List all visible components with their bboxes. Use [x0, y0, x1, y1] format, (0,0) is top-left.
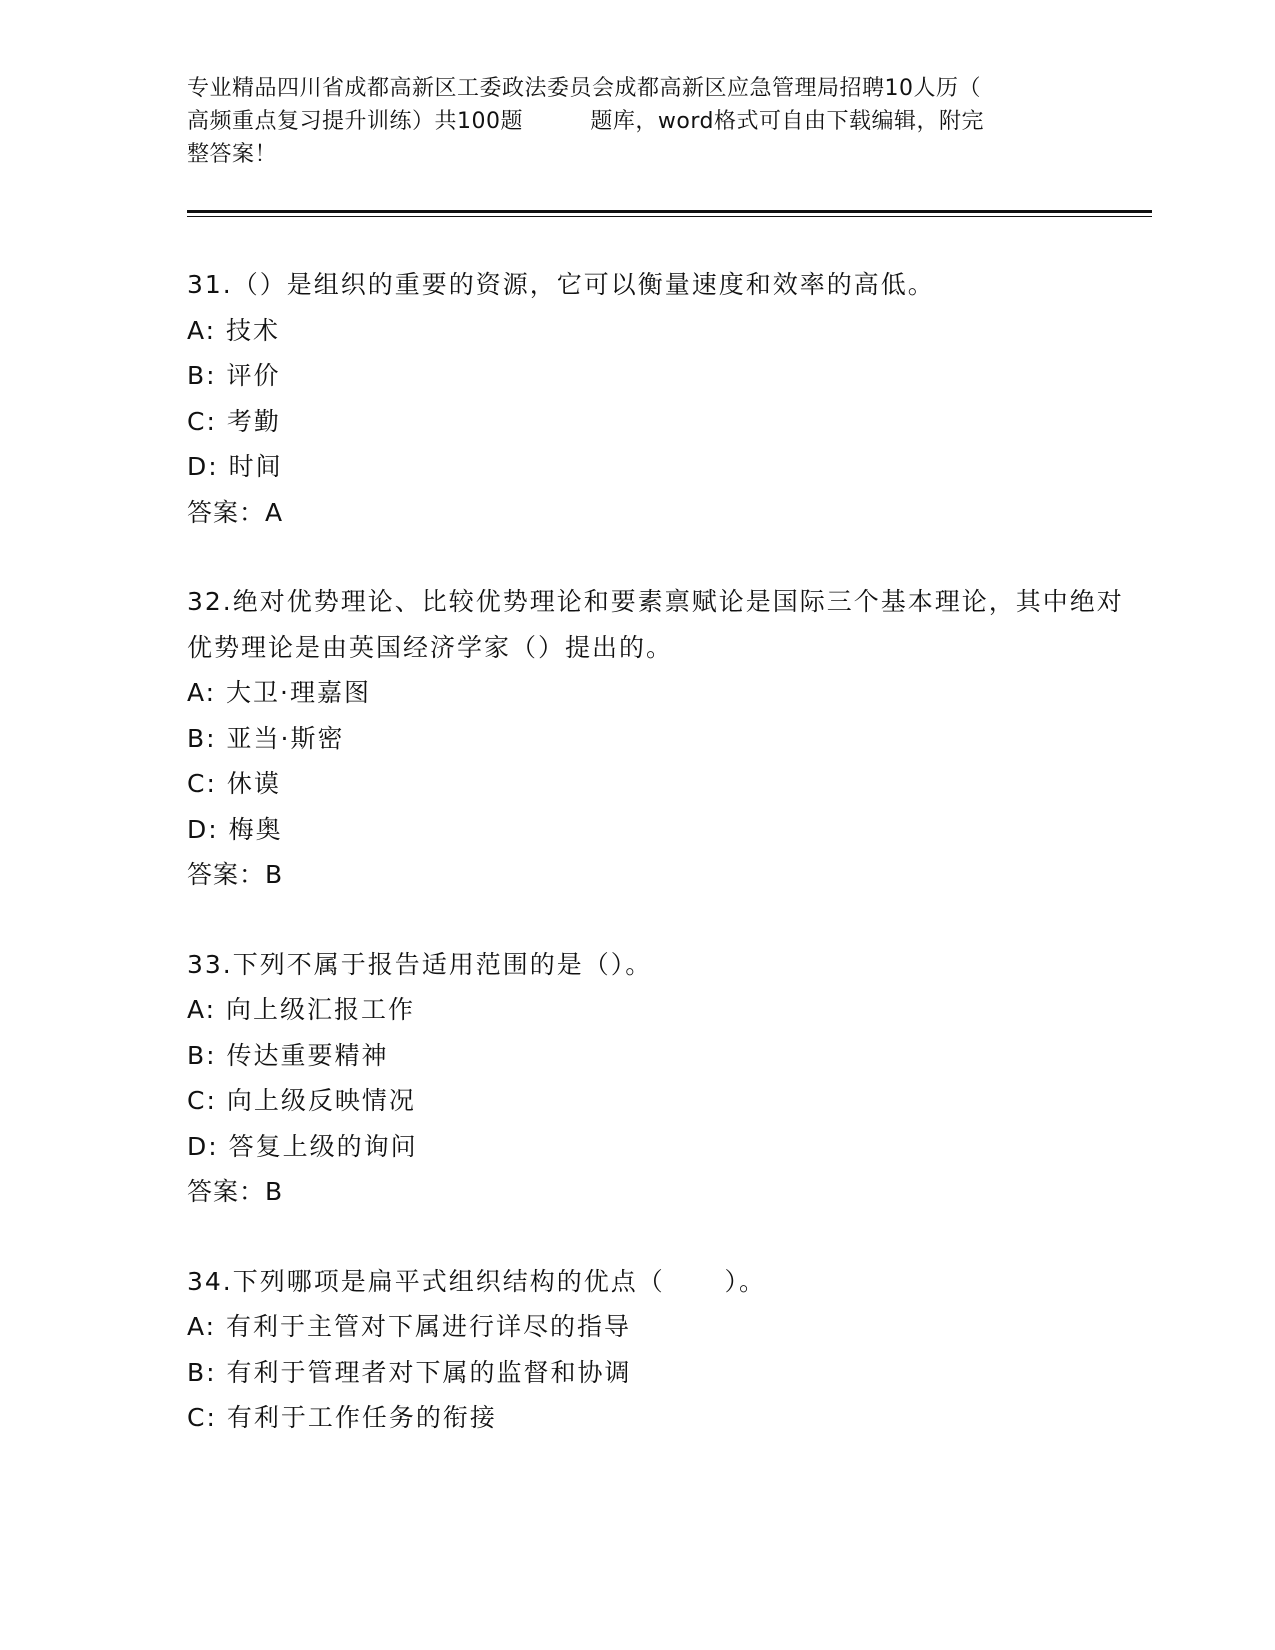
- question-item: [187, 1259, 1127, 1441]
- question-option: A: 向上级汇报工作: [187, 995, 416, 1024]
- question-item: [187, 262, 1127, 535]
- question-option: A: 有利于主管对下属进行详尽的指导: [187, 1312, 632, 1341]
- question-option: C: 向上级反映情况: [187, 1086, 416, 1115]
- header-title-line-1: 专业精品四川省成都高新区工委政法委员会成都高新区应急管理局招聘10人历（: [187, 76, 981, 101]
- question-option: B: 有利于管理者对下属的监督和协调: [187, 1357, 632, 1387]
- question-option: C: 有利于工作任务的衔接: [187, 1403, 497, 1432]
- question-option: C: 休谟: [187, 769, 281, 798]
- header-divider-thin: [187, 216, 1152, 217]
- question-item: [187, 942, 1127, 1215]
- question-option: B: 亚当·斯密: [187, 723, 345, 753]
- question-option: B: 传达重要精神: [187, 1040, 389, 1070]
- header-title-line-2: 高频重点复习提升训练）共100题 题库，word格式可自由下载编辑，附完: [187, 109, 985, 134]
- question-option: C: 考勤: [187, 406, 281, 436]
- question-option: B: 评价: [187, 361, 281, 390]
- question-list: [187, 262, 1127, 1485]
- question-stem: 32.绝对优势理论、比较优势理论和要素禀赋论是国际三个基本理论，其中绝对优势理论是由英国经济学家（）提出的。: [187, 587, 1124, 662]
- question-option: A: 大卫·理嘉图: [187, 678, 371, 707]
- header-title-line-3: 整答案！: [187, 142, 278, 167]
- question-item: [187, 579, 1127, 898]
- document-header: [187, 72, 1067, 171]
- header-divider-thick: [187, 210, 1152, 213]
- question-option: A: 技术: [187, 315, 281, 345]
- question-answer: 答案：B: [187, 860, 284, 889]
- question-option: D: 答复上级的询问: [187, 1131, 418, 1161]
- question-option: D: 梅奥: [187, 814, 283, 844]
- question-answer: 答案：A: [187, 497, 284, 527]
- question-stem: 31.（）是组织的重要的资源，它可以衡量速度和效率的高低。: [187, 270, 935, 299]
- question-answer: 答案：B: [187, 1177, 284, 1206]
- question-stem: 34.下列哪项是扁平式组织结构的优点（ ）。: [187, 1266, 766, 1296]
- question-option: D: 时间: [187, 452, 283, 481]
- question-stem: 33.下列不属于报告适用范围的是（）。: [187, 949, 653, 979]
